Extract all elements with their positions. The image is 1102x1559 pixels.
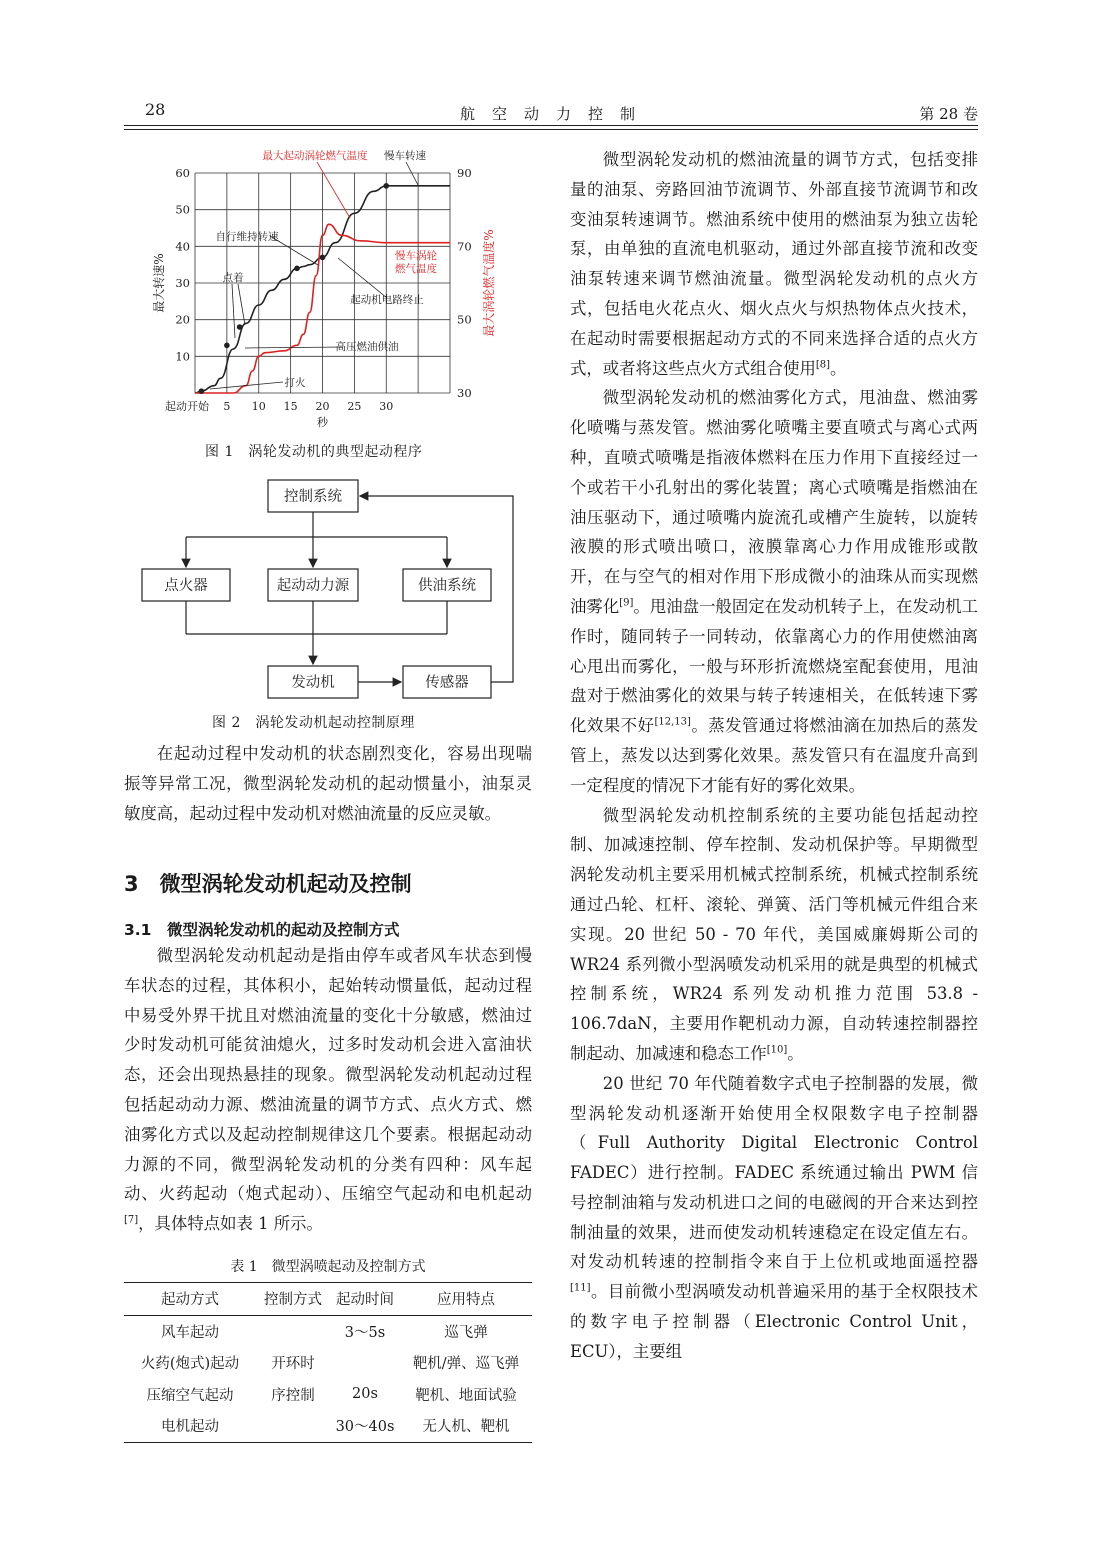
label-fuel-system: 供油系统 (418, 578, 476, 594)
label-control-system: 控制系统 (284, 489, 342, 505)
table-cell: 靶机、地面试验 (415, 1387, 517, 1404)
citation[interactable]: [8] (815, 359, 831, 371)
paragraph: 20 世纪 70 年代随着数字式电子控制器的发展，微型涡轮发动机逐渐开始使用全权限数字电子控制器（Full Authority Digital Electronic Control FADEC）进行控制。FADEC 系统通过输出 PWM 信号控制油箱与发动机进口之间的电磁阀的开合来达到控制油量的效果，进而使发动机转速稳定在设定值左右。对发动机转速的控制指令来自于上位机或地面遥控器[11]。目前微小型涡喷发动机普遍采用的基于全权限技术的数字电子控制器（Electronic Control Unit，ECU），主要组 (570, 1073, 978, 1361)
table-cell: 30～40s (335, 1419, 395, 1436)
table-cell (256, 1315, 330, 1347)
x-tick-label: 15 (283, 400, 298, 413)
page-number: 28 (145, 100, 166, 119)
figure1-caption: 图 1 涡轮发动机的典型起动程序 (205, 444, 423, 460)
y-left-tick-label: 10 (175, 349, 190, 364)
annotation-starter-cutoff: 起动机电路终止 (350, 294, 424, 306)
table-cell: 电机起动 (161, 1419, 219, 1436)
table-header-cell: 起动方式 (161, 1292, 219, 1309)
annotation-leader-line (245, 347, 343, 348)
table-header-cell: 起动时间 (336, 1292, 394, 1309)
y-left-tick-label: 40 (175, 239, 190, 254)
speed-marker-point (320, 255, 326, 261)
y-right-tick-label: 30 (457, 386, 472, 400)
table-cell (330, 1347, 400, 1379)
speed-marker-point (294, 266, 300, 272)
x-axis-label: 秒 (317, 416, 328, 429)
table-header-cell: 应用特点 (437, 1292, 495, 1309)
table1-caption: 表 1 微型涡喷起动及控制方式 (230, 1259, 426, 1275)
annotation-leader-line (406, 162, 418, 185)
startup-chart-svg (135, 140, 535, 440)
label-starter: 起动动力源 (276, 578, 350, 594)
annotation-leader-line (238, 284, 245, 325)
right-text-block (570, 145, 978, 1367)
label-engine: 发动机 (291, 675, 335, 691)
left-text-block-1 (124, 739, 532, 828)
citation[interactable]: [7] (124, 1214, 139, 1226)
y-right-tick-label: 50 (457, 312, 472, 327)
table-cell: 火药(炮式)起动 (140, 1356, 240, 1373)
citation[interactable]: [12,13] (654, 716, 691, 728)
header-rule (124, 125, 978, 126)
table-cell: 3～5s (344, 1324, 386, 1341)
x-tick-label: 5 (223, 400, 231, 413)
volume-label: 第 28 卷 (919, 105, 978, 123)
paragraph: 微型涡轮发动机的燃油流量的调节方式，包括变排量的油泵、旁路回油节流调节、外部直接节流调节和改变油泵转速调节。燃油系统中使用的燃油泵为独立齿轮泵，由单独的直流电机驱动，通过外部直接节流和改变油泵转速来调节燃油流量。微型涡轮发动机的点火方式，包括电火花点火、烟火点火与炽热物体点火技术，在起动时需要根据起动方式的不同来选择合适的点火方式，或者将这些点火方式组合使用[8]。 (570, 150, 978, 378)
table-row (124, 1379, 532, 1411)
subsection-heading: 3.1 微型涡轮发动机的起动及控制方式 (124, 921, 400, 939)
y-left-tick-label: 60 (175, 166, 190, 180)
table-cell: 压缩空气起动 (146, 1387, 234, 1404)
table-header-cell: 控制方式 (264, 1292, 322, 1309)
table1 (124, 1282, 532, 1443)
annotation-leader-line (232, 284, 235, 338)
x-tick-label: 30 (379, 400, 394, 413)
left-text-block-2 (124, 941, 532, 1239)
annotation-leader-line (210, 382, 283, 389)
figure2-caption: 图 2 涡轮发动机起动控制原理 (212, 715, 415, 731)
speed-marker-point (199, 388, 205, 394)
annotation-spark: 打火 (284, 377, 306, 389)
annotation-leader-line (338, 258, 387, 298)
table-row (124, 1410, 532, 1442)
table-cell (256, 1410, 330, 1442)
table-cell: 靶机/弹、巡飞弹 (412, 1356, 520, 1373)
annotation-hp-fuel: 高压燃油供油 (335, 341, 399, 353)
annotation-idle-speed: 慢车转速 (384, 150, 426, 162)
annotation-ignited: 点着 (222, 272, 244, 284)
figure1-chart (135, 140, 535, 440)
x-tick-label: 20 (315, 400, 330, 413)
journal-title: 航空动力控制 (460, 105, 653, 123)
header-rule-thin (124, 129, 978, 130)
table-row (124, 1315, 532, 1347)
table-cell: 开环时 (271, 1356, 315, 1373)
table-row (124, 1347, 532, 1379)
annotation-idle-temp-2: 燃气温度 (395, 263, 437, 275)
table-header-row (124, 1283, 532, 1316)
y-left-tick-label: 50 (175, 202, 190, 217)
annotation-leader-line (270, 236, 318, 265)
y-left-tick-label: 30 (175, 276, 190, 290)
citation[interactable]: [10] (766, 1044, 788, 1056)
figure2-diagram (135, 470, 535, 710)
citation[interactable]: [11] (570, 1282, 591, 1294)
y-left-axis-label: 最大转速% (152, 253, 166, 313)
speed-marker-point (224, 343, 230, 349)
label-sensor: 传感器 (425, 675, 469, 691)
table-cell: 序控制 (271, 1387, 315, 1404)
y-right-tick-label: 90 (457, 166, 472, 180)
paragraph: 微型涡轮发动机的燃油雾化方式，甩油盘、燃油雾化喷嘴与蒸发管。燃油雾化喷嘴主要直喷式与离心式两种，直喷式喷嘴是指液体燃料在压力作用下直接经过一个或若干小孔射出的雾化装置；离心式喷嘴是指燃油在油压驱动下，通过喷嘴内旋流孔或槽产生旋转，以旋转液膜的形式喷出喷口，液膜靠离心力作用成锥形或散开，在与空气的相对作用下形成微小的油珠从而实现燃油雾化[9]。甩油盘一般固定在发动机转子上，在发动机工作时，随同转子一同转动，依靠离心力的作用使燃油离心甩出而雾化，一般与环形折流燃烧室配套使用，甩油盘对于燃油雾化的效果与转子转速相关，在低转速下雾化效果不好[12,13]。蒸发管通过将燃油滴在加热后的蒸发管上，蒸发以达到雾化效果。蒸发管只有在温度升高到一定程度的情况下才能有好的雾化效果。 (570, 388, 979, 795)
x-tick-label: 25 (347, 400, 362, 413)
speed-marker-point (237, 324, 243, 330)
annotation-max-start-temp: 最大起动涡轮燃气温度 (262, 150, 368, 162)
annotation-self-sustain: 自行维持转速 (215, 231, 279, 243)
x-tick-label: 起动开始 (165, 400, 209, 413)
table-cell: 巡飞弹 (444, 1324, 488, 1341)
paragraph: 微型涡轮发动机控制系统的主要功能包括起动控制、加减速控制、停车控制、发动机保护等。早期微型涡轮发动机主要采用机械式控制系统，机械式控制系统通过凸轮、杠杆、滚轮、弹簧、活门等机械元件组合来实现。20 世纪 50 - 70 年代，美国威廉姆斯公司的 WR24 系列微小型涡喷发动机采用的就是典型的机械式控制系统，WR24 系列发动机推力范围 53.8 - 106.7daN，主要用作靶机动力源，自动转速控制器控制起动、加减速和稳态工作[10]。 (570, 805, 978, 1063)
citation[interactable]: [9] (619, 597, 634, 609)
paragraph: 微型涡轮发动机起动是指由停车或者风车状态到慢车状态的过程，其体积小，起始转动惯量低，起动过程中易受外界干扰且对燃油流量的变化十分敏感，燃油过少时发动机可能贫油熄火，过多时发动机会进入富油状态，还会出现热悬挂的现象。微型涡轮发动机起动过程包括起动动力源、燃油流量的调节方式、点火方式、燃油雾化方式以及起动控制规律这几个要素。根据起动动力源的不同，微型涡轮发动机的分类有四种：风车起动、火药起动（炮式起动）、压缩空气起动和电机起动[7]，具体特点如表 1 所示。 (124, 946, 532, 1234)
paragraph: 在起动过程中发动机的状态剧烈变化，容易出现喘振等异常工况，微型涡轮发动机的起动惯量小，油泵灵敏度高，起动过程中发动机对燃油流量的反应灵敏。 (124, 744, 532, 823)
speed-marker-point (383, 183, 389, 189)
x-tick-label: 10 (251, 400, 266, 413)
y-right-tick-label: 70 (457, 239, 472, 254)
control-diagram-svg (135, 470, 535, 710)
annotation-idle-temp: 慢车涡轮 (395, 250, 437, 262)
section-heading: 3 微型涡轮发动机起动及控制 (124, 872, 412, 896)
y-right-axis-label: 最大涡轮燃气温度% (482, 229, 496, 337)
table-cell: 无人机、靶机 (422, 1419, 510, 1436)
table-cell: 20s (352, 1386, 378, 1403)
y-left-tick-label: 20 (175, 312, 190, 327)
label-igniter: 点火器 (164, 578, 208, 594)
table-cell: 风车起动 (161, 1324, 219, 1341)
